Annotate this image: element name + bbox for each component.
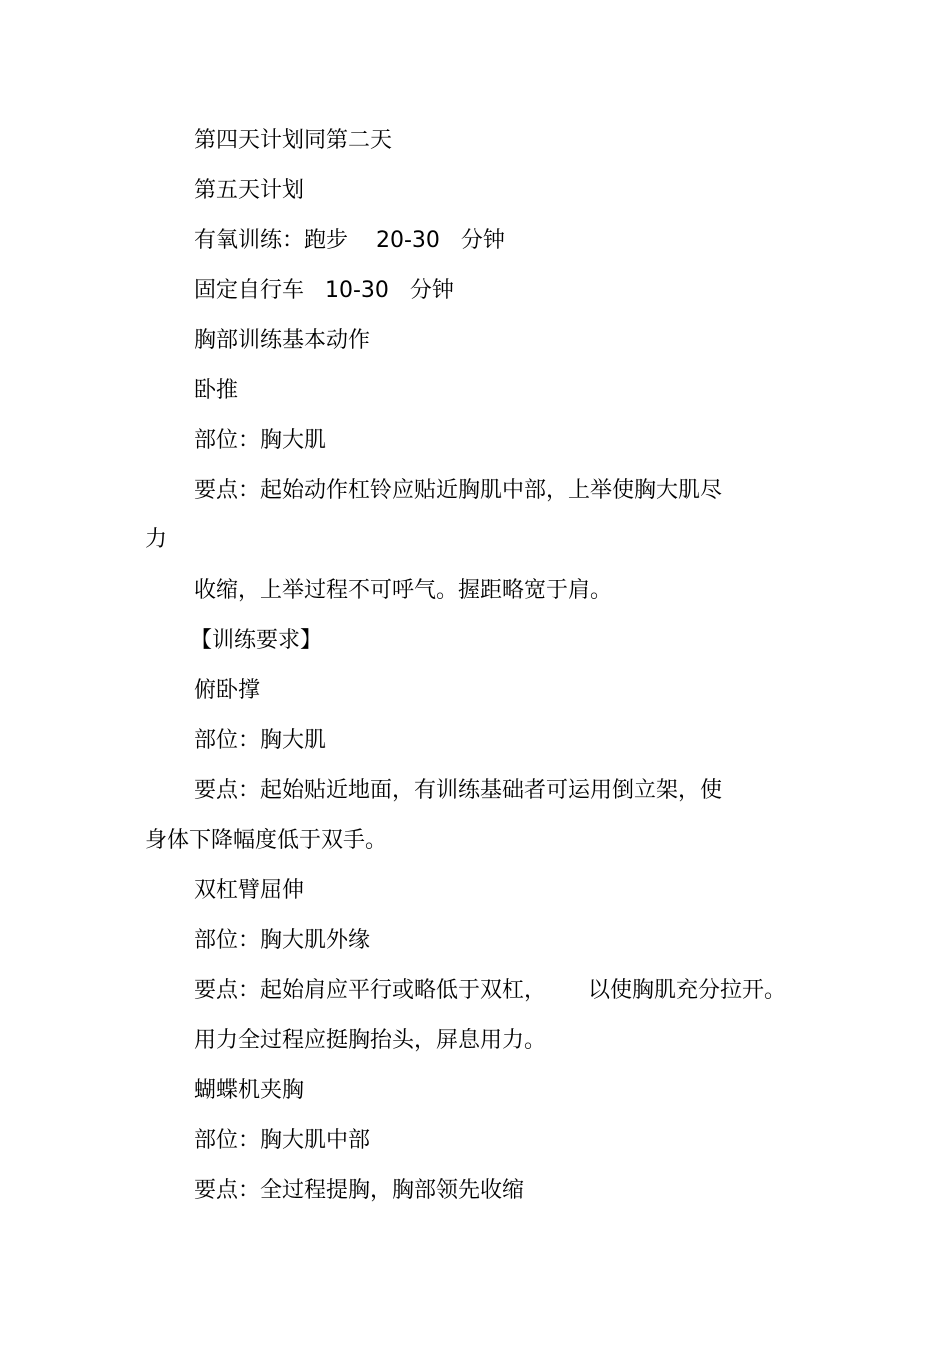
bench-press-target: 部位：胸大肌 [194, 428, 327, 453]
day4-plan-line: 第四天计划同第二天 [194, 128, 393, 153]
push-up-points-wrap: 身体下降幅度低于双手。 [145, 828, 388, 853]
bench-press-heading: 卧推 [194, 378, 239, 403]
dips-points-cont: 用力全过程应挺胸抬头，屏息用力。 [194, 1028, 547, 1053]
dips-points: 要点：起始肩应平行或略低于双杠， 以使胸肌充分拉开。 [194, 978, 786, 1003]
push-up-points: 要点：起始贴近地面，有训练基础者可运用倒立架，使 [194, 778, 723, 803]
aerobic-running-line: 有氧训练：跑步 20-30 分钟 [194, 228, 505, 253]
bench-press-points-wrap: 力 [145, 527, 168, 552]
training-requirements-heading: 【训练要求】 [190, 628, 323, 653]
stationary-bike-line: 固定自行车 10-30 分钟 [194, 278, 454, 303]
push-up-target: 部位：胸大肌 [194, 728, 327, 753]
pec-deck-points: 要点：全过程提胸，胸部领先收缩 [194, 1178, 525, 1203]
chest-basics-heading: 胸部训练基本动作 [194, 328, 371, 353]
push-up-heading: 俯卧撑 [194, 678, 261, 703]
pec-deck-target: 部位：胸大肌中部 [194, 1128, 371, 1153]
dips-heading: 双杠臂屈伸 [194, 878, 305, 903]
day5-plan-heading: 第五天计划 [194, 178, 305, 203]
dips-target: 部位：胸大肌外缘 [194, 928, 371, 953]
bench-press-points: 要点：起始动作杠铃应贴近胸肌中部，上举使胸大肌尽 [194, 478, 723, 503]
pec-deck-heading: 蝴蝶机夹胸 [194, 1078, 305, 1103]
bench-press-points-cont: 收缩，上举过程不可呼气。握距略宽于肩。 [194, 578, 613, 603]
